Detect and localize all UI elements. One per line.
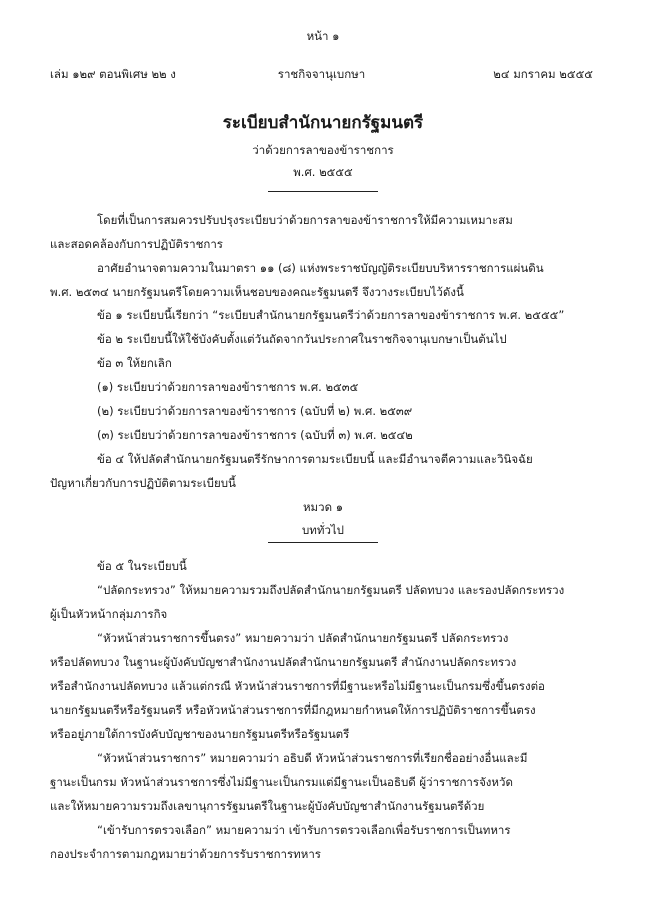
- repealed-item: (๒) ระเบียบว่าด้วยการลาของข้าราชการ (ฉบับที่ ๒) พ.ศ. ๒๕๓๙: [97, 404, 413, 418]
- body-line: หรืออยู่ภายใต้การบังคับบัญชาของนายกรัฐมนตรีหรือรัฐมนตรี: [50, 727, 350, 741]
- body-line: ปัญหาเกี่ยวกับการปฏิบัติตามระเบียบนี้: [50, 476, 236, 490]
- definition-line: “เข้ารับการตรวจเลือก” หมายความว่า เข้ารับการตรวจเลือกเพื่อรับราชการเป็นทหาร: [97, 823, 511, 837]
- chapter-heading: หมวด ๑: [302, 500, 344, 514]
- body-line: หรือสำนักงานปลัดทบวง แล้วแต่กรณี หัวหน้าส่วนราชการที่มีฐานะหรือไม่มีฐานะเป็นกรมซึ่งขึ้นตรงต่อ: [50, 679, 545, 693]
- chapter-title: บททั่วไป: [301, 523, 344, 537]
- body-line: พ.ศ. ๒๕๓๔ นายกรัฐมนตรีโดยความเห็นชอบของคณะรัฐมนตรี จึงวางระเบียบไว้ดังนี้: [50, 285, 464, 299]
- document-year: พ.ศ. ๒๕๕๕: [293, 165, 353, 179]
- document-subtitle: ว่าด้วยการลาของข้าราชการ: [252, 143, 394, 157]
- definition-line: “หัวหน้าส่วนราชการขึ้นตรง” หมายความว่า ปลัดสำนักนายกรัฐมนตรี ปลัดกระทรวง: [97, 631, 509, 645]
- body-line: ฐานะเป็นกรม หัวหน้าส่วนราชการซึ่งไม่มีฐานะเป็นกรมแต่มีฐานะเป็นอธิบดี ผู้ว่าราชการจังหวัด: [50, 775, 513, 789]
- repealed-item: (๓) ระเบียบว่าด้วยการลาของข้าราชการ (ฉบับที่ ๓) พ.ศ. ๒๕๔๒: [97, 428, 413, 442]
- page-number: หน้า ๑: [306, 29, 340, 43]
- chapter-divider: [268, 542, 378, 543]
- title-divider: [268, 191, 378, 192]
- body-line: นายกรัฐมนตรีหรือรัฐมนตรี หรือหัวหน้าส่วนราชการที่มีกฎหมายกำหนดให้การปฏิบัติราชการขึ้นตรง: [50, 703, 536, 717]
- volume-issue: เล่ม ๑๒๙ ตอนพิเศษ ๒๒ ง: [50, 67, 176, 81]
- repealed-item: (๑) ระเบียบว่าด้วยการลาของข้าราชการ พ.ศ. ๒๕๓๕: [97, 380, 359, 394]
- definition-line: “หัวหน้าส่วนราชการ” หมายความว่า อธิบดี หัวหน้าส่วนราชการที่เรียกชื่ออย่างอื่นและมี: [97, 751, 528, 765]
- body-line: ผู้เป็นหัวหน้ากลุ่มภารกิจ: [50, 607, 168, 621]
- body-line: และให้หมายความรวมถึงเลขานุการรัฐมนตรีในฐานะผู้บังคับบัญชาสำนักงานรัฐมนตรีด้วย: [50, 799, 485, 813]
- body-line: หรือปลัดทบวง ในฐานะผู้บังคับบัญชาสำนักงานปลัดสำนักนายกรัฐมนตรี สำนักงานปลัดกระทรวง: [50, 655, 517, 669]
- document-title: ระเบียบสำนักนายกรัฐมนตรี: [222, 113, 424, 133]
- clause-5: ข้อ ๕ ในระเบียบนี้: [97, 559, 187, 573]
- definition-line: “ปลัดกระทรวง” ให้หมายความรวมถึงปลัดสำนักนายกรัฐมนตรี ปลัดทบวง และรองปลัดกระทรวง: [97, 583, 565, 597]
- body-line: โดยที่เป็นการสมควรปรับปรุงระเบียบว่าด้วยการลาของข้าราชการให้มีความเหมาะสม: [97, 213, 513, 227]
- clause-3: ข้อ ๓ ให้ยกเลิก: [97, 356, 172, 370]
- body-line: กองประจำการตามกฎหมายว่าด้วยการรับราชการทหาร: [50, 847, 321, 861]
- body-line: อาศัยอำนาจตามความในมาตรา ๑๑ (๘) แห่งพระราชบัญญัติระเบียบบริหารราชการแผ่นดิน: [97, 261, 544, 275]
- clause-4: ข้อ ๔ ให้ปลัดสำนักนายกรัฐมนตรีรักษาการตามระเบียบนี้ และมีอำนาจตีความและวินิจฉัย: [97, 452, 533, 466]
- gazette-name: ราชกิจจานุเบกษา: [277, 67, 366, 81]
- clause-1: ข้อ ๑ ระเบียบนี้เรียกว่า “ระเบียบสำนักนายกรัฐมนตรีว่าด้วยการลาของข้าราชการ พ.ศ. ๒๕๕๕”: [97, 308, 565, 322]
- publication-date: ๒๔ มกราคม ๒๕๕๕: [493, 67, 593, 81]
- body-line: และสอดคล้องกับการปฏิบัติราชการ: [50, 237, 223, 251]
- clause-2: ข้อ ๒ ระเบียบนี้ให้ใช้บังคับตั้งแต่วันถัดจากวันประกาศในราชกิจจานุเบกษาเป็นต้นไป: [97, 332, 507, 346]
